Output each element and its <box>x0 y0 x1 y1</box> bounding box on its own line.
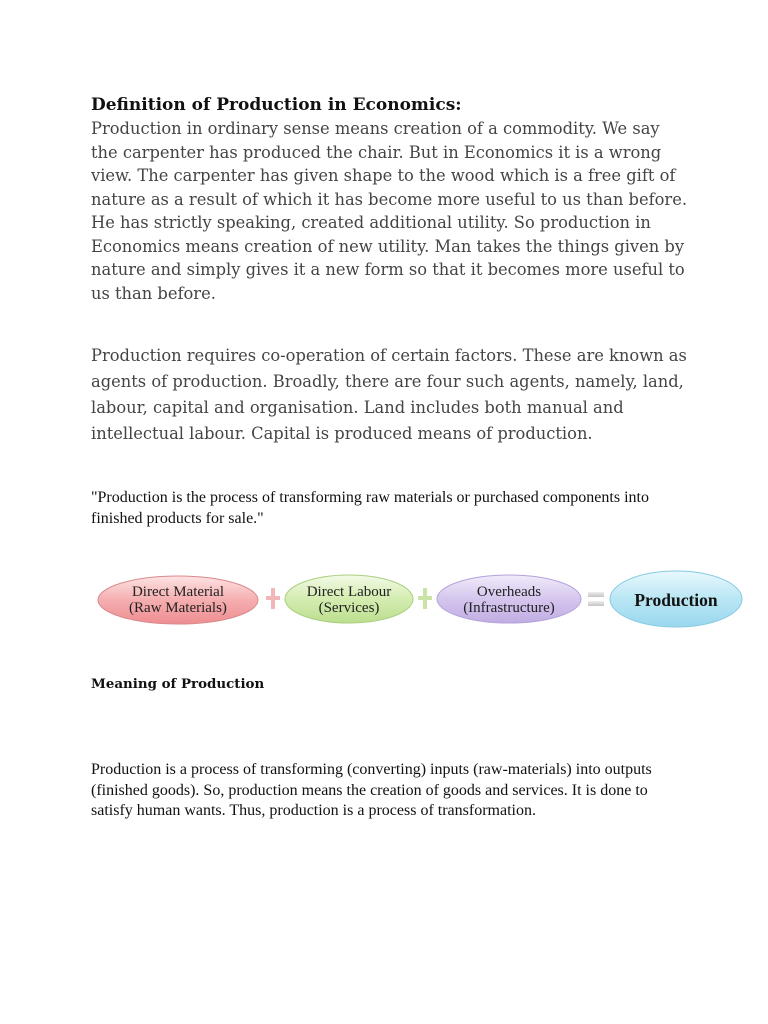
meaning-paragraph: Production is a process of transforming (converting) inputs (raw-materials) into outputs (finished goods). So, production means the creation of goods and services. It is done to satisfy human wants. Thus, production is a process of transformation. <box>91 761 652 819</box>
production-label: Production <box>634 590 718 610</box>
services-label: (Services) <box>318 600 380 616</box>
meaning-heading: Meaning of Production <box>91 676 265 692</box>
section-heading: Definition of Production in Economics: <box>91 95 462 115</box>
direct-labour-label: Direct Labour <box>306 584 392 600</box>
production-quote: "Production is the process of transforming raw materials or purchased components into finished products for sale." <box>91 489 649 527</box>
production-diagram <box>94 568 746 632</box>
raw-materials-label: (Raw Materials) <box>129 600 227 616</box>
equals-icon <box>588 592 604 606</box>
definition-paragraph: Production in ordinary sense means creation of a commodity. We say the carpenter has produced the chair. But in Economics it is a wrong view. The carpenter has given shape to the wood which is a free gift of nature as a result of which it has become more useful to us than before. He has strictly speaking, created additional utility. So production in Economics means creation of new utility. Man takes the things given by nature and simply gives it a new form so that it becomes more useful to us than before. <box>91 119 688 303</box>
agents-paragraph: Production requires co-operation of certain factors. These are known as agents of production. Broadly, there are four such agents, namely, land, labour, capital and organisation. Land includes both manual and intellectual labour. Capital is produced means of production. <box>91 346 687 443</box>
plus-icon <box>266 588 280 609</box>
direct-material-label: Direct Material <box>131 584 225 600</box>
infrastructure-label: (Infrastructure) <box>463 600 555 616</box>
overheads-label: Overheads <box>476 584 542 600</box>
plus-icon <box>418 588 432 609</box>
